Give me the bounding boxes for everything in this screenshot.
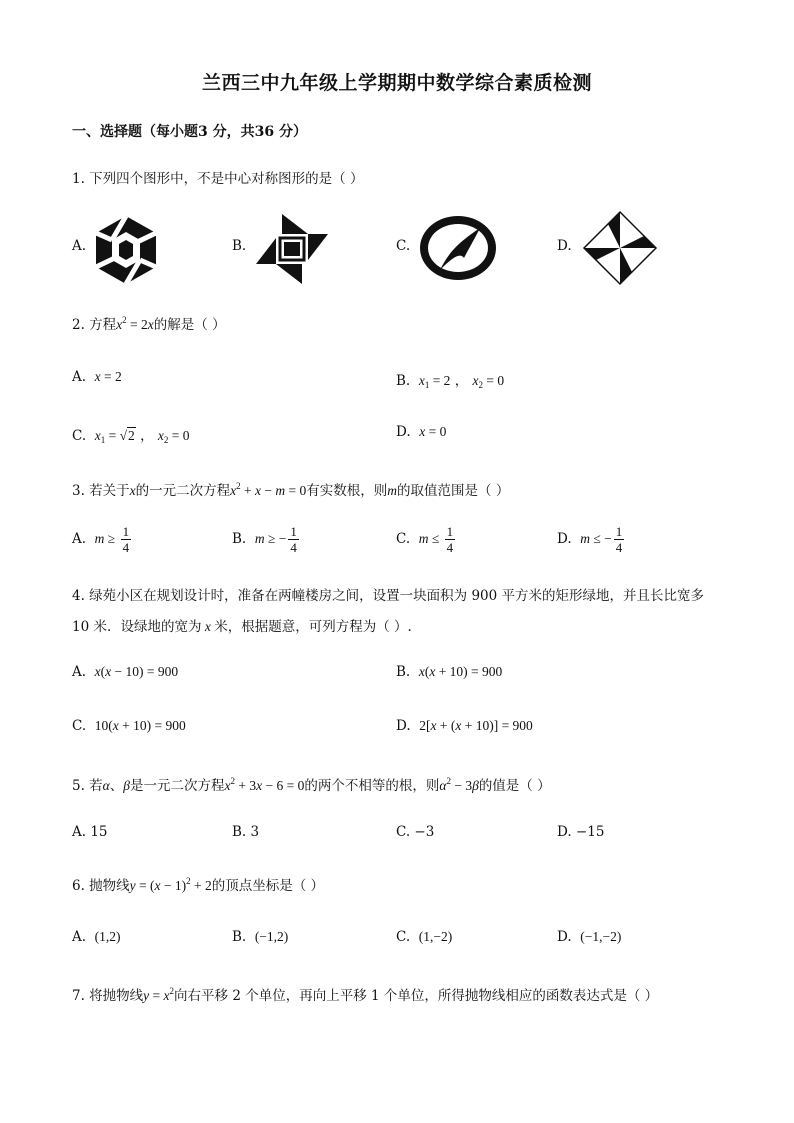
q6-option-d: D. (−1,−2) <box>557 929 622 945</box>
page-title: 兰西三中九年级上学期期中数学综合素质检测 <box>201 72 592 94</box>
q3-option-a: A. m ≥ $\frac{1}{4}$ <box>72 524 130 555</box>
q3-option-c: C. m ≤ $\frac{1}{4}$ <box>396 524 454 555</box>
q1-option-d-label: D. <box>557 238 572 254</box>
q3-option-d: D. m ≤ − $\frac{1}{4}$ <box>557 524 623 555</box>
q4-option-d: D. 2[x + (x + 10)] = 900 <box>396 718 533 734</box>
question-6-stem: 6. 抛物线$y = (x - 1)^2 + 2$的顶点坐标是（ ） <box>72 876 325 894</box>
q2-option-c: C. $x_1 = √2$ ， $x_2 = 0$ <box>72 428 190 445</box>
q2-option-b: B. $x_1 = 2$ ， $x_2 = 0$ <box>396 373 505 390</box>
q1-option-a-label: A. <box>72 238 87 254</box>
q6-option-b: B. (−1,2) <box>232 929 289 945</box>
q1-option-c-label: C. <box>396 238 411 254</box>
section-heading: 一、选择题（每小题3 分，共36 分） <box>72 124 307 140</box>
question-3-stem: 3. 若关于x的一元二次方程$x^2 + x - m = 0$有实数根，则m的取值范围是（ ） <box>72 481 510 499</box>
q2-option-d: D. x = 0 <box>396 424 447 440</box>
question-7-stem: 7. 将抛物线$y = x^2$向右平移 2 个单位，再向上平移 1 个单位，所得抛物线相应的函数表达式是（ ） <box>72 986 659 1004</box>
q5-option-c: C. −3 <box>396 824 435 840</box>
q2-option-a: A. x = 2 <box>72 369 122 385</box>
question-2-stem: 2. 方程$x^2 = 2x$的解是（ ） <box>72 315 226 333</box>
question-5-stem: 5. 若α、β是一元二次方程$x^2 + 3x - 6 = 0$的两个不相等的根，则$\alpha^2 - 3\beta$的值是（ ） <box>72 776 551 794</box>
q3-option-b: B. m ≥ − $\frac{1}{4}$ <box>232 524 297 555</box>
pinwheel-square-figure <box>254 212 330 286</box>
q4-option-c: C. 10(x + 10) = 900 <box>72 718 186 734</box>
q5-option-d: D. −15 <box>557 824 605 840</box>
q6-option-c: C. (1,−2) <box>396 929 453 945</box>
oval-logo-figure <box>418 214 498 282</box>
q5-option-a: A. 15 <box>72 824 108 840</box>
q4-option-b: B. x(x + 10) = 900 <box>396 664 503 680</box>
q6-option-a: A. (1,2) <box>72 929 121 945</box>
question-1-stem: 1. 下列四个图形中，不是中心对称图形的是（ ） <box>72 171 364 187</box>
q1-option-b-label: B. <box>232 238 247 254</box>
question-4-stem-line1: 4. 绿苑小区在规划设计时，准备在两幢楼房之间，设置一块面积为 900 平方米的矩形绿地，并且长比宽多 <box>72 588 705 604</box>
question-4-stem-line2: 10 米．设绿地的宽为 x 米，根据题意，可列方程为（ ）. <box>72 619 412 635</box>
q4-option-a: A. x(x − 10) = 900 <box>72 664 179 680</box>
diamond-pinwheel-figure <box>582 210 658 286</box>
hexagon-swirl-figure <box>92 214 160 286</box>
q5-option-b: B. 3 <box>232 824 260 840</box>
